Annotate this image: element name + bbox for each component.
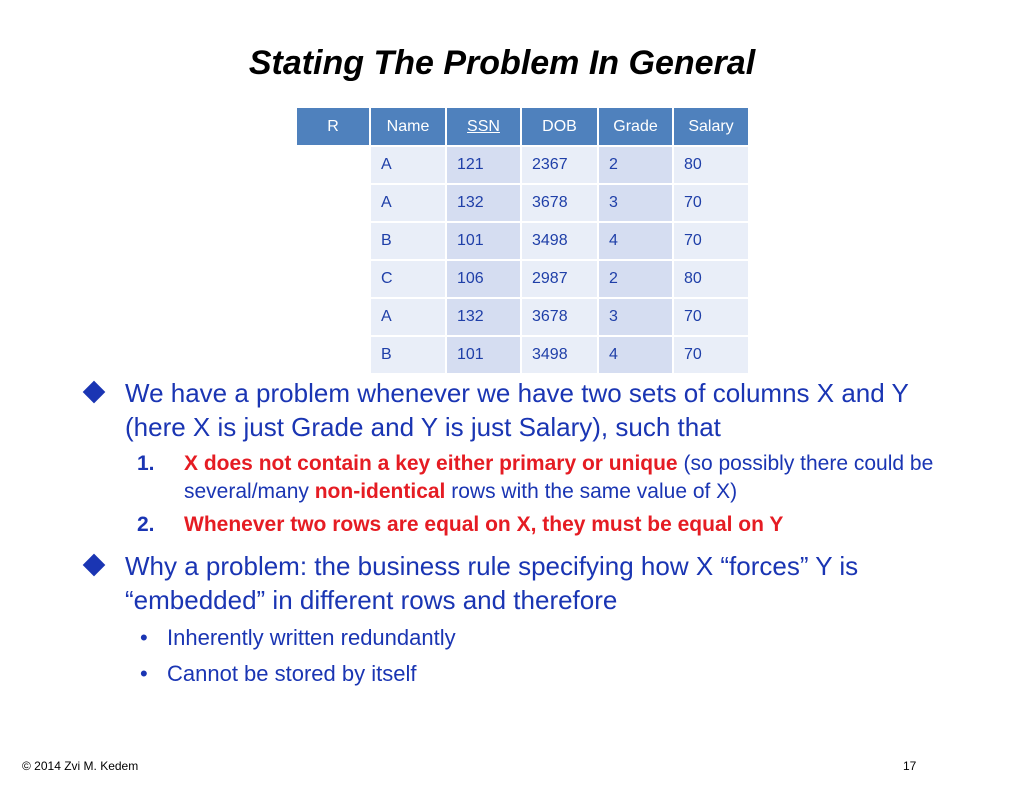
table-cell: 4 (598, 222, 673, 260)
table-cell: A (370, 146, 446, 184)
table-cell: 3498 (521, 222, 598, 260)
table-cell: 132 (446, 298, 521, 336)
table-cell-r (296, 260, 370, 298)
header-salary: Salary (673, 107, 749, 146)
item1-red-text: X does not contain a key either primary or unique (184, 452, 678, 475)
table-header-row (296, 107, 749, 146)
numbered-item-2 (82, 511, 942, 539)
item1-red-text-2: non-identical (314, 480, 446, 503)
dot-bullet-icon: • (140, 625, 148, 650)
header-grade: Grade (598, 107, 673, 146)
table-cell: 70 (673, 336, 749, 374)
bullet-why (82, 549, 942, 617)
slide-title: Stating The Problem In General (248, 44, 756, 82)
sub-bullet-2 (82, 659, 942, 689)
table-cell: A (370, 298, 446, 336)
sub-bullet-1-text: Inherently written redundantly (167, 625, 456, 650)
item-number: 1. (137, 452, 155, 475)
sub-bullet-1 (82, 623, 942, 653)
table-cell: 80 (673, 260, 749, 298)
table-cell: 2367 (521, 146, 598, 184)
table-cell-r (296, 184, 370, 222)
header-ssn (446, 107, 521, 146)
table-cell: 4 (598, 336, 673, 374)
table-cell: B (370, 222, 446, 260)
relation-table (295, 106, 750, 375)
table-cell: B (370, 336, 446, 374)
table-row (296, 298, 749, 336)
table-cell: C (370, 260, 446, 298)
sub-bullet-2-text: Cannot be stored by itself (167, 661, 417, 686)
header-name: Name (370, 107, 446, 146)
table-cell: A (370, 184, 446, 222)
table-cell: 70 (673, 222, 749, 260)
item1-text: (so possibly there could be several/many (184, 452, 934, 503)
table-row (296, 146, 749, 184)
table-cell: 132 (446, 184, 521, 222)
item1-text-2: rows with the same value of X) (445, 480, 738, 503)
table-cell: 3678 (521, 298, 598, 336)
table-cell: 80 (673, 146, 749, 184)
diamond-bullet-icon (83, 381, 106, 404)
table-cell-r (296, 336, 370, 374)
table-row (296, 222, 749, 260)
header-r: R (296, 107, 370, 146)
item2-red-text: Whenever two rows are equal on X, they must be equal on Y (184, 513, 784, 536)
table-row (296, 184, 749, 222)
slide-body (82, 376, 942, 689)
table-row (296, 260, 749, 298)
table-cell: 3498 (521, 336, 598, 374)
bullet-why-text: Why a problem: the business rule specifying how X “forces” Y is “embedded” in different rows and therefore (125, 551, 859, 615)
numbered-item-1 (82, 450, 942, 506)
table-cell: 121 (446, 146, 521, 184)
page-number: 17 (903, 759, 917, 773)
table-cell: 2987 (521, 260, 598, 298)
table-cell-r (296, 298, 370, 336)
table-cell: 101 (446, 336, 521, 374)
table-row (296, 336, 749, 374)
header-dob: DOB (521, 107, 598, 146)
dot-bullet-icon: • (140, 661, 148, 686)
table-cell: 106 (446, 260, 521, 298)
table-cell: 3678 (521, 184, 598, 222)
bullet-problem (82, 376, 942, 444)
table-cell: 2 (598, 260, 673, 298)
table-cell-r (296, 222, 370, 260)
table-cell: 3 (598, 298, 673, 336)
table-cell: 2 (598, 146, 673, 184)
footer-copyright: © 2014 Zvi M. Kedem (22, 759, 139, 773)
item-number: 2. (137, 513, 155, 536)
diamond-bullet-icon (83, 554, 106, 577)
table-cell: 70 (673, 184, 749, 222)
table-cell-r (296, 146, 370, 184)
table-cell: 101 (446, 222, 521, 260)
table-cell: 70 (673, 298, 749, 336)
table-cell: 3 (598, 184, 673, 222)
bullet-problem-text: We have a problem whenever we have two sets of columns X and Y (here X is just Grade and Y is just Salary), such that (125, 378, 909, 442)
header-ssn-label: SSN (467, 117, 500, 135)
